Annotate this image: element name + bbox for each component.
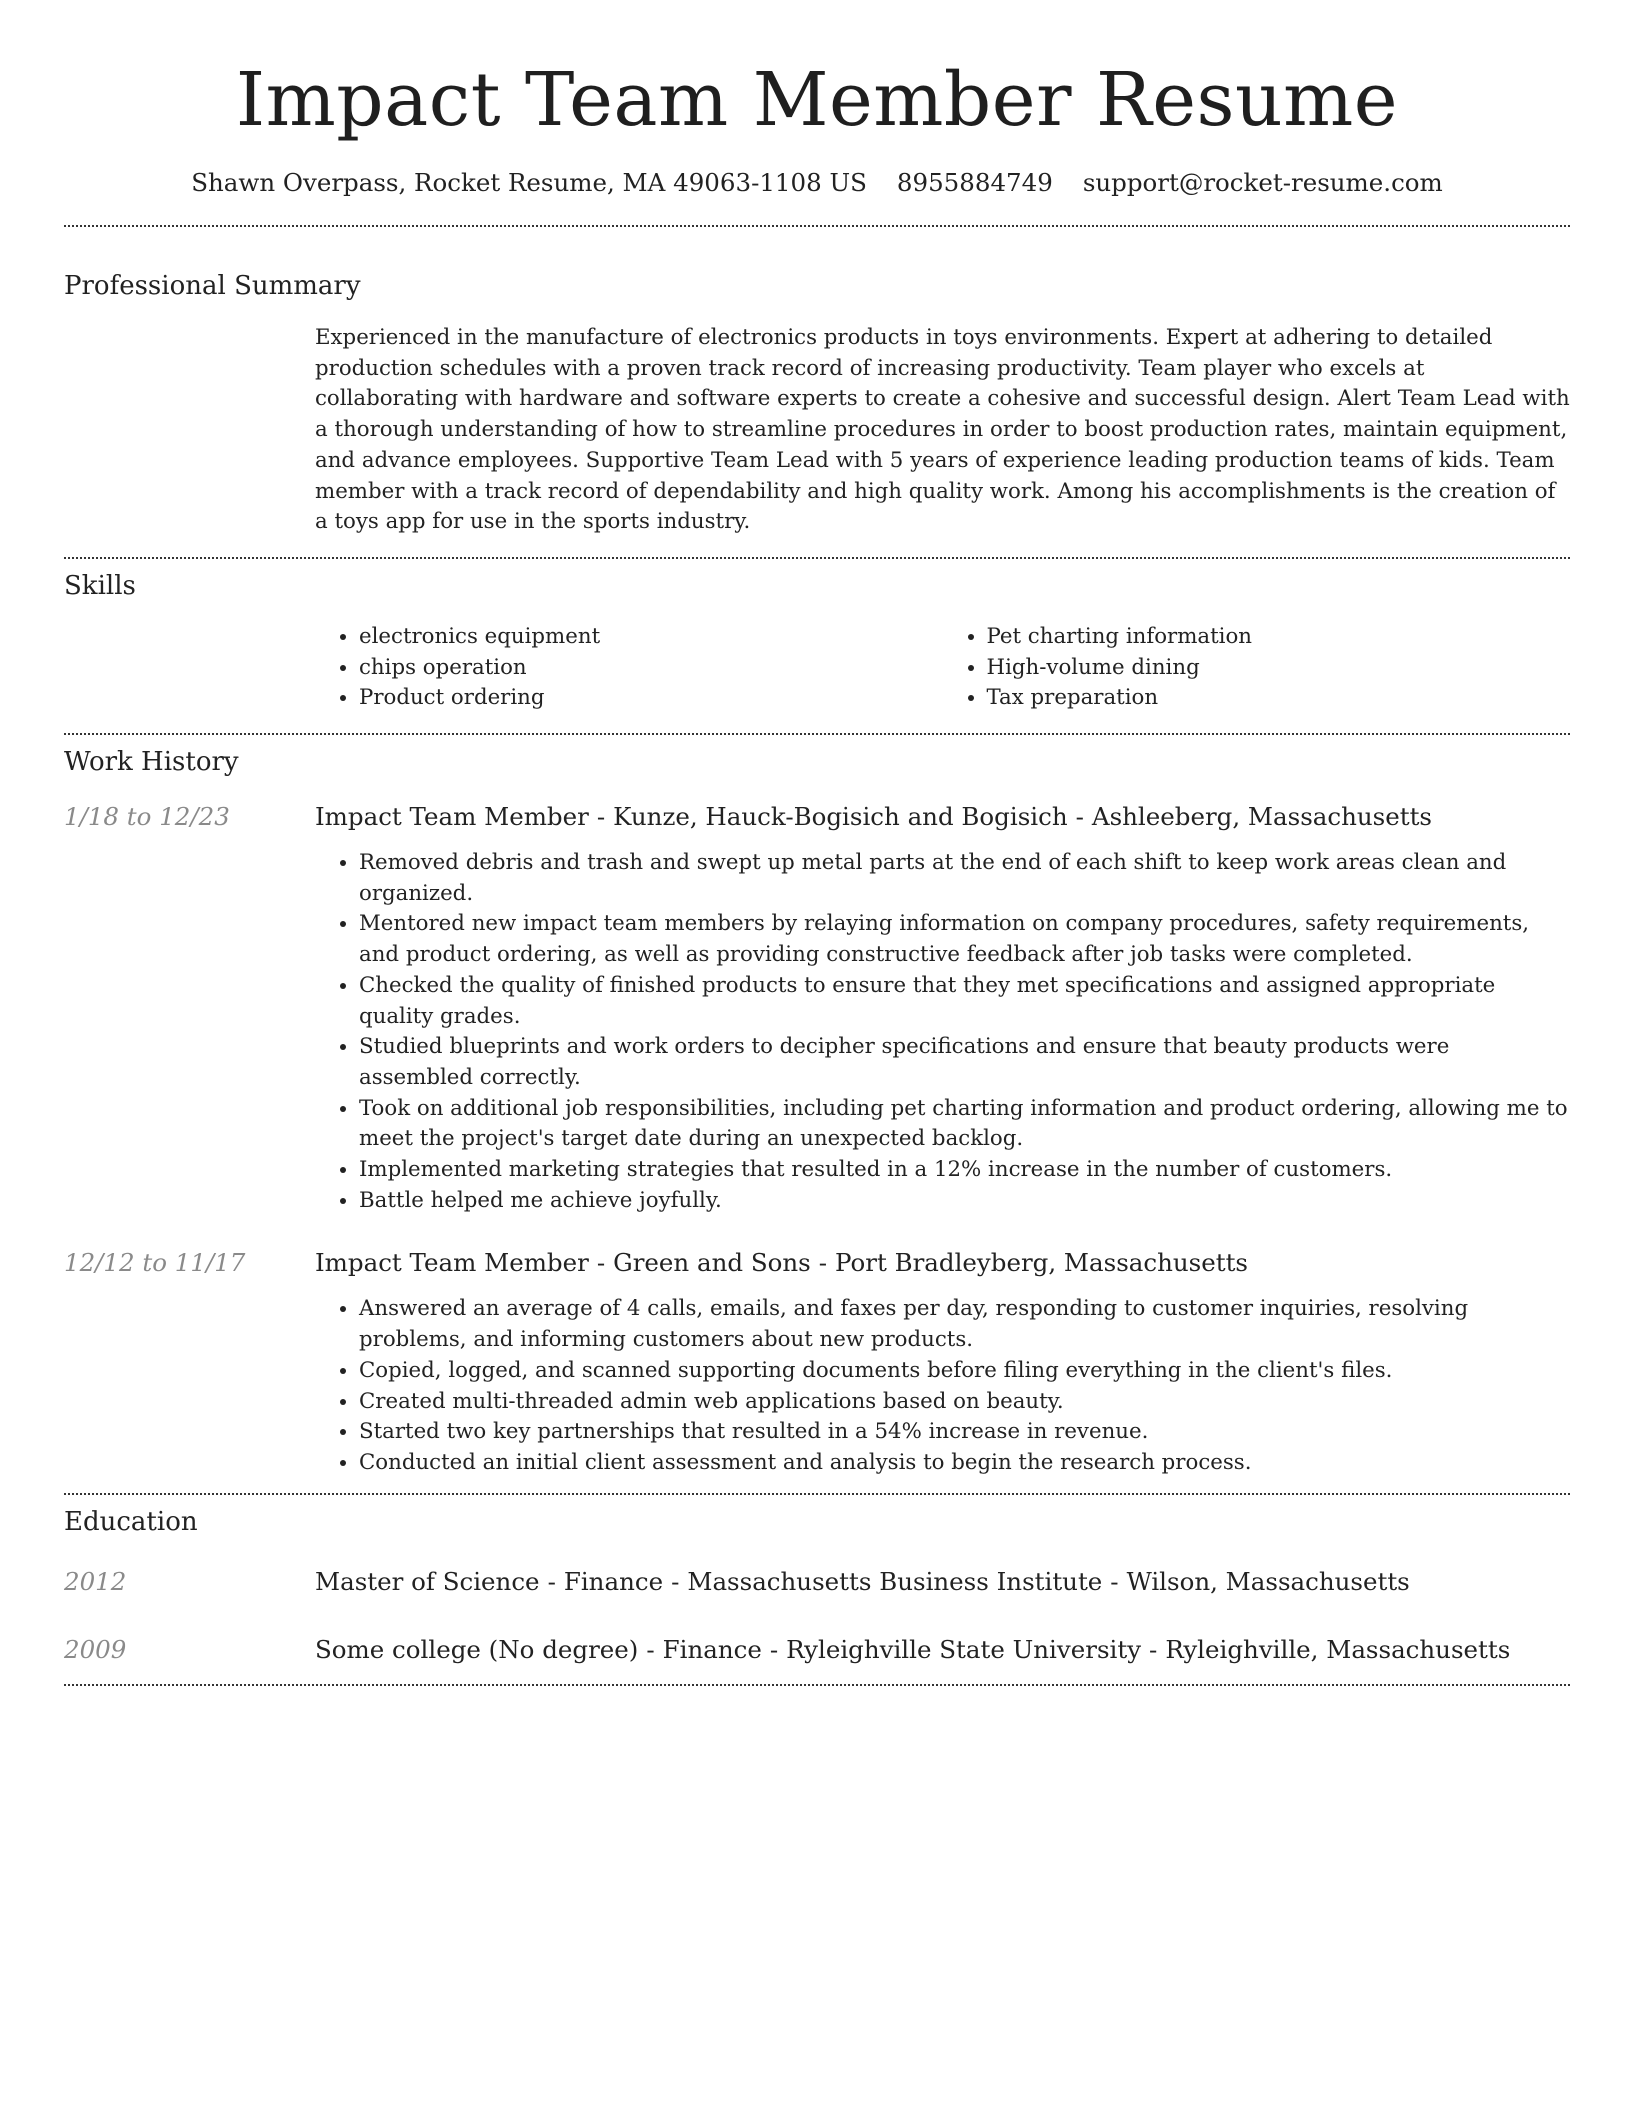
divider (64, 557, 1570, 559)
job-heading: Impact Team Member - Green and Sons - Port Bradleyberg, Massachusetts (315, 1248, 1248, 1278)
job-company: Kunze, Hauck-Bogisich and Bogisich (613, 802, 1068, 832)
job-bullet: • Copied, logged, and scanned supporting documents before filing everything in the client's files. (359, 1356, 1570, 1387)
education-field: Finance (563, 1566, 664, 1596)
resume-title: Impact Team Member Resume (235, 57, 1399, 143)
education-section (64, 1505, 1570, 1667)
skills-section (64, 569, 1570, 714)
job-company: Green and Sons (613, 1248, 811, 1278)
job-bullet: • Studied blueprints and work orders to decipher specifications and ensure that beauty products were assembled correctly. (359, 1032, 1570, 1093)
education-location: Ryleighville, Massachusetts (1165, 1634, 1511, 1664)
section-heading-skills: Skills (64, 570, 136, 601)
divider (64, 1684, 1570, 1686)
contact-phone: 8955884749 (896, 168, 1053, 197)
job-bullet: • Mentored new impact team members by relaying information on company procedures, safety requirements, and product ordering, as well as providing constructive feedback after job tasks were completed. (359, 909, 1570, 970)
section-heading-summary: Professional Summary (64, 271, 361, 301)
education-field: Finance (662, 1634, 762, 1664)
summary-section (64, 269, 1570, 538)
contact-email: support@rocket-resume.com (1082, 168, 1443, 197)
job-bullet: • Started two key partnerships that resulted in a 54% increase in revenue. (359, 1417, 1570, 1448)
education-entry (64, 1633, 1570, 1667)
job-entry (64, 800, 1570, 1216)
job-title: Impact Team Member (315, 1248, 589, 1278)
contact-line (64, 166, 1570, 200)
job-location: Port Bradleyberg, Massachusetts (835, 1248, 1248, 1278)
job-bullet: • Created multi-threaded admin web applications based on beauty. (359, 1387, 1570, 1418)
job-bullet: • Implemented marketing strategies that resulted in a 12% increase in the number of customers. (359, 1155, 1570, 1186)
job-dates: 12/12 to 11/17 (64, 1248, 246, 1278)
job-bullet: • Checked the quality of finished products to ensure that they met specifications and assigned appropriate quality grades. (359, 971, 1570, 1032)
divider (64, 733, 1570, 735)
section-heading-work: Work History (64, 747, 239, 778)
skill-item: • electronics equipment (359, 622, 943, 653)
job-bullet: • Battle helped me achieve joyfully. (359, 1186, 1570, 1217)
divider (64, 225, 1570, 227)
education-year: 2009 (64, 1634, 127, 1664)
skill-item: • Pet charting information (987, 622, 1571, 653)
section-heading-education: Education (64, 1506, 198, 1537)
education-degree: Some college (No degree) (315, 1634, 639, 1664)
education-location: Wilson, Massachusetts (1126, 1566, 1410, 1596)
education-degree: Master of Science (315, 1566, 540, 1596)
skills-list-left (315, 622, 943, 714)
job-bullet: • Took on additional job responsibilities, including pet charting information and product ordering, allowing me to meet the project's target date during an unexpected backlog. (359, 1094, 1570, 1155)
education-heading: Master of Science - Finance - Massachusetts Business Institute - Wilson, Massachusetts (315, 1566, 1410, 1596)
job-heading: Impact Team Member - Kunze, Hauck-Bogisich and Bogisich - Ashleeberg, Massachusetts (315, 802, 1432, 832)
resume-page (64, 0, 1570, 1686)
work-section (64, 745, 1570, 1479)
education-year: 2012 (64, 1566, 127, 1596)
education-heading: Some college (No degree) - Finance - Ryleighville State University - Ryleighville, Massachusetts (315, 1634, 1511, 1664)
skill-item: • Tax preparation (987, 683, 1571, 714)
job-bullet: • Removed debris and trash and swept up metal parts at the end of each shift to keep work areas clean and organized. (359, 848, 1570, 909)
contact-address: Shawn Overpass, Rocket Resume, MA 49063-1108 US (191, 168, 867, 197)
education-school: Ryleighville State University (786, 1634, 1142, 1664)
job-location: Ashleeberg, Massachusetts (1091, 802, 1432, 832)
skills-list-right (943, 622, 1571, 714)
job-bullets (315, 848, 1570, 1216)
job-bullet: • Answered an average of 4 calls, emails, and faxes per day, responding to customer inquiries, resolving problems, and informing customers about new products. (359, 1294, 1570, 1355)
summary-text: Experienced in the manufacture of electronics products in toys environments. Expert at adhering to detailed production schedules with a proven track record of increasing productivity. Team player who excels at collaborating with hardware and software experts to create a cohesive and successful design. Alert Team Lead with a thorough understanding of how to streamline procedures in order to boost production rates, maintain equipment, and advance employees. Supportive Team Lead with 5 years of experience leading production teams of kids. Team member with a track record of dependability and high quality work. Among his accomplishments is the creation of a toys app for use in the sports industry. (315, 325, 1570, 535)
job-bullets (315, 1294, 1570, 1478)
job-title: Impact Team Member (315, 802, 589, 832)
skill-item: • Product ordering (359, 683, 943, 714)
skill-item: • High-volume dining (987, 653, 1571, 684)
divider (64, 1493, 1570, 1495)
education-entry (64, 1565, 1570, 1599)
job-dates: 1/18 to 12/23 (64, 802, 230, 832)
skill-item: • chips operation (359, 653, 943, 684)
job-entry (64, 1246, 1570, 1478)
job-bullet: • Conducted an initial client assessment and analysis to begin the research process. (359, 1448, 1570, 1479)
education-school: Massachusetts Business Institute (687, 1566, 1103, 1596)
